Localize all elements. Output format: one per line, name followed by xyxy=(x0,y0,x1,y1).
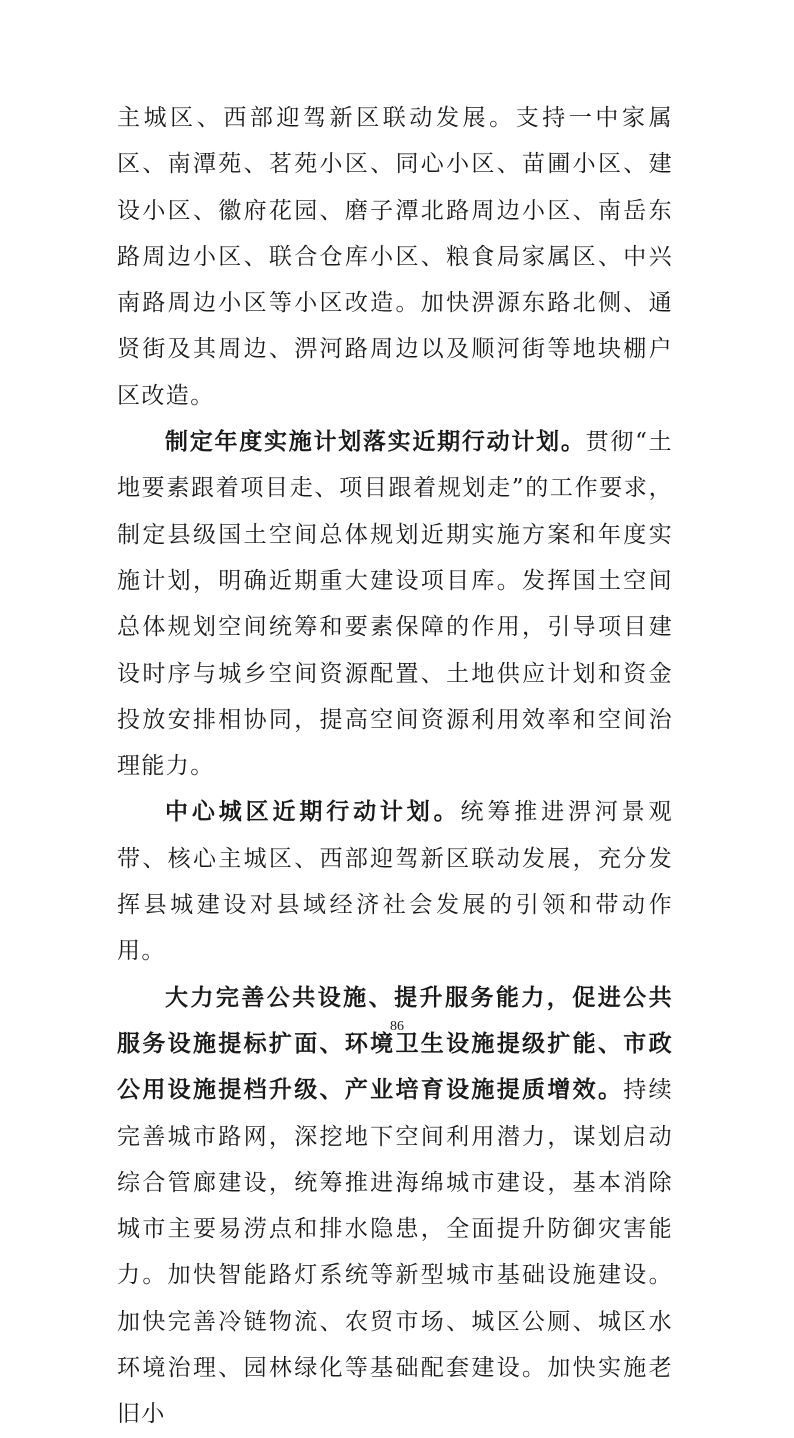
paragraph-annual-plan xyxy=(117,419,673,789)
paragraph-text: 持续完善城市路网，深挖地下空间利用潜力，谋划启动综合管廊建设，统筹推进海绵城市建设，基本消除城市主要易涝点和排水隐患，全面提升防御灾害能力。加快智能路灯系统等新型城市基础设施建设。加快完善冷链物流、农贸市场、城区公厕、城区水环境治理、园林绿化等基础配套建设。加快实施老旧小 xyxy=(117,1077,673,1428)
paragraph-public-facilities xyxy=(117,975,673,1438)
paragraph-text: 贯彻“土地要素跟着项目走、项目跟着规划走”的工作要求，制定县级国土空间总体规划近期实施方案和年度实施计划，明确近期重大建设项目库。发挥国土空间总体规划空间统筹和要素保障的作用，引导项目建设时序与城乡空间资源配置、土地供应计划和资金投放安排相协同，提高空间资源利用效率和空间治理能力。 xyxy=(117,429,673,780)
paragraph-lead: 中心城区近期行动计划。 xyxy=(165,798,461,826)
body-text xyxy=(117,95,673,1438)
paragraph-lead: 大力完善公共设施、提升服务能力，促进公共服务设施提标扩面、环境卫生设施提级扩能、市政公用设施提档升级、产业培育设施提质增效。 xyxy=(117,983,673,1104)
paragraph-continuation xyxy=(117,95,673,419)
paragraph-central-city xyxy=(117,789,673,974)
page-number: 86 xyxy=(390,1019,404,1034)
paragraph-lead: 制定年度实施计划落实近期行动计划。 xyxy=(165,428,586,456)
paragraph-text: 统筹推进淠河景观带、核心主城区、西部迎驾新区联动发展，充分发挥县城建设对县域经济社会发展的引领和带动作用。 xyxy=(117,799,673,965)
paragraph-text: 主城区、西部迎驾新区联动发展。支持一中家属区、南潭苑、茗苑小区、同心小区、苗圃小区、建设小区、徽府花园、磨子潭北路周边小区、南岳东路周边小区、联合仓库小区、粮食局家属区、中兴南路周边小区等小区改造。加快淠源东路北侧、通贤街及其周边、淠河路周边以及顺河街等地块棚户区改造。 xyxy=(117,105,673,409)
